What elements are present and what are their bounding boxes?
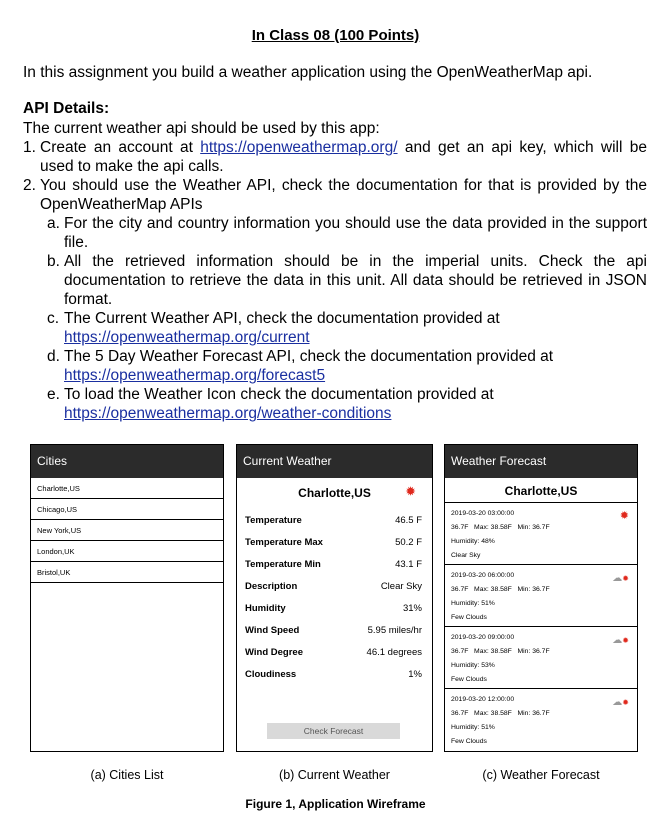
figure-caption: Figure 1, Application Wireframe [245,797,426,811]
api-lead: The current weather api should be used by this app: [23,120,380,137]
doc-link[interactable]: https://openweathermap.org/forecast5 [64,367,326,384]
weather-value: 50.2 F [395,537,422,548]
weather-row [237,598,432,620]
weather-row [237,554,432,576]
forecast-temps: 36.7F Max: 38.58F Min: 36.7F [451,524,550,531]
city-item[interactable]: Charlotte,US [31,478,223,499]
api-heading: API Details: [23,100,110,117]
weather-value: 31% [402,603,422,614]
forecast-time: 2019-03-20 12:00:00 [451,696,515,703]
weather-value: 46.1 degrees [366,647,422,658]
list-number: 1. [23,139,36,156]
few-clouds-icon: ☁✹ [612,635,629,646]
forecast-humidity: Humidity: 51% [451,600,495,607]
weather-label: Wind Speed [245,625,300,636]
doc-link[interactable]: https://openweathermap.org/current [64,329,310,346]
few-clouds-icon: ☁✹ [612,573,629,584]
weather-row [237,576,432,598]
sub-list-text: All the retrieved information should be in the imperial units. Check the api documentation to retrieve the data in this unit. All data should be retrieved in JSON format. [64,253,647,308]
weather-row [237,642,432,664]
sub-list-item [47,347,647,385]
forecast-time: 2019-03-20 09:00:00 [451,634,515,641]
weather-value: 46.5 F [395,515,422,526]
weather-value: 5.95 miles/hr [367,625,422,636]
sub-list-letter: c. [47,310,60,327]
weather-label: Humidity [245,603,286,614]
list-item [23,176,647,214]
weather-label: Wind Degree [245,647,303,658]
page-title: In Class 08 (100 Points) [251,27,420,44]
weather-label: Temperature Min [245,559,321,570]
instructions [23,119,647,423]
sub-list-text: For the city and country information you should use the data provided in the support file. [64,215,647,251]
forecast-city: Charlotte,US [445,478,637,503]
current-weather-header: Current Weather [237,445,432,478]
forecast-item[interactable] [445,627,637,689]
list-text: You should use the Weather API, check the documentation for that is provided by the OpenWeatherMap APIs [40,177,647,213]
forecast-humidity: Humidity: 51% [451,724,495,731]
sub-list-letter: b. [47,253,60,270]
weather-row [237,510,432,532]
list-number: 2. [23,177,36,194]
weather-forecast-panel [444,444,638,752]
forecast-humidity: Humidity: 48% [451,538,495,545]
current-city [237,486,432,506]
weather-label: Cloudiness [245,669,297,680]
forecast-temps: 36.7F Max: 38.58F Min: 36.7F [451,648,550,655]
forecast-item[interactable] [445,689,637,751]
few-clouds-icon: ☁✹ [612,697,629,708]
list-text: Create an account at https://openweathermap.org/ and get an api key, which will be used to make the api calls. [40,139,647,175]
check-forecast-button[interactable]: Check Forecast [267,723,400,739]
current-city-label: Charlotte,US [298,486,371,500]
sub-list-letter: d. [47,348,60,365]
forecast-time: 2019-03-20 06:00:00 [451,572,515,579]
list-item [23,138,647,176]
forecast-temps: 36.7F Max: 38.58F Min: 36.7F [451,710,550,717]
forecast-header: Weather Forecast [445,445,637,478]
forecast-description: Few Clouds [451,738,487,745]
weather-row [237,532,432,554]
caption-forecast: (c) Weather Forecast [482,768,600,782]
sub-list-item [47,385,647,423]
sun-icon: ✹ [406,486,416,498]
sub-list-letter: e. [47,386,60,403]
city-item[interactable]: London,UK [31,541,223,562]
intro-text: In this assignment you build a weather application using the OpenWeatherMap api. [23,64,593,81]
sub-list-item [47,214,647,252]
forecast-item[interactable] [445,503,637,565]
city-item[interactable]: New York,US [31,520,223,541]
weather-label: Description [245,581,298,592]
forecast-description: Few Clouds [451,676,487,683]
city-item[interactable]: Chicago,US [31,499,223,520]
cities-list-panel [30,444,224,752]
forecast-item[interactable] [445,565,637,627]
forecast-humidity: Humidity: 53% [451,662,495,669]
weather-row [237,620,432,642]
sub-list-text: The 5 Day Weather Forecast API, check the documentation provided at https://openweathermap.org/forecast5 [64,348,554,384]
forecast-description: Few Clouds [451,614,487,621]
sub-list-text: To load the Weather Icon check the documentation provided at https://openweathermap.org/weather-conditions [64,386,494,422]
weather-label: Temperature [245,515,302,526]
weather-value: 1% [408,669,422,680]
weather-row [237,664,432,686]
caption-cities: (a) Cities List [90,768,164,782]
sub-list-item [47,252,647,309]
doc-link[interactable]: https://openweathermap.org/weather-conditions [64,405,392,422]
weather-value: 43.1 F [395,559,422,570]
openweathermap-link[interactable]: https://openweathermap.org/ [200,139,398,156]
sub-list-text: The Current Weather API, check the documentation provided at https://openweathermap.org/current [64,310,500,346]
sun-icon: ✹ [619,510,629,522]
caption-current: (b) Current Weather [279,768,390,782]
current-weather-panel [236,444,433,752]
forecast-temps: 36.7F Max: 38.58F Min: 36.7F [451,586,550,593]
weather-value: Clear Sky [380,581,422,592]
sub-list-letter: a. [47,215,60,232]
forecast-time: 2019-03-20 03:00:00 [451,510,515,517]
cities-header: Cities [31,445,223,478]
city-item[interactable]: Bristol,UK [31,562,223,583]
sub-list-item [47,309,647,347]
forecast-description: Clear Sky [451,552,481,559]
weather-label: Temperature Max [245,537,323,548]
